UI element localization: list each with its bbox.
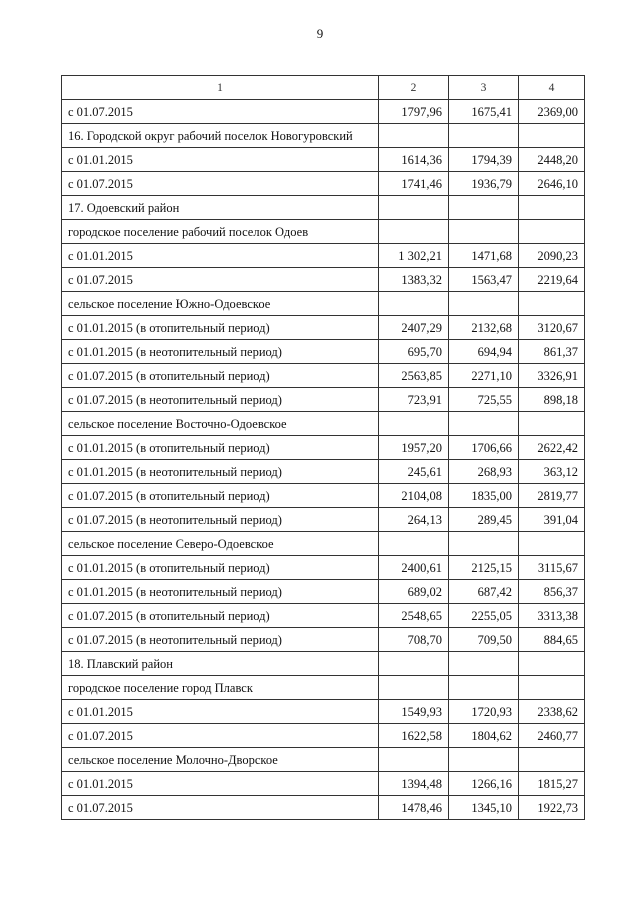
table-row xyxy=(62,460,585,484)
tariff-value-col-4: 861,37 xyxy=(519,340,585,364)
tariff-value-col-2: 2104,08 xyxy=(379,484,449,508)
row-label: с 01.07.2015 xyxy=(62,100,379,124)
tariff-value-col-2 xyxy=(379,748,449,772)
tariff-value-col-3 xyxy=(449,532,519,556)
tariff-value-col-2: 1957,20 xyxy=(379,436,449,460)
row-label: с 01.01.2015 (в отопительный период) xyxy=(62,316,379,340)
table-row xyxy=(62,172,585,196)
tariff-value-col-3 xyxy=(449,676,519,700)
column-header-2: 2 xyxy=(379,76,449,100)
tariff-value-col-3: 725,55 xyxy=(449,388,519,412)
row-label: с 01.07.2015 xyxy=(62,796,379,820)
table-row xyxy=(62,580,585,604)
table-row xyxy=(62,364,585,388)
table-row xyxy=(62,100,585,124)
row-label: с 01.07.2015 xyxy=(62,724,379,748)
tariff-value-col-2 xyxy=(379,532,449,556)
tariff-value-col-2: 245,61 xyxy=(379,460,449,484)
tariff-value-col-4: 1922,73 xyxy=(519,796,585,820)
tariff-value-col-4: 2460,77 xyxy=(519,724,585,748)
tariff-value-col-4: 2819,77 xyxy=(519,484,585,508)
tariff-value-col-3: 1804,62 xyxy=(449,724,519,748)
row-label: городское поселение рабочий поселок Одоев xyxy=(62,220,379,244)
tariff-value-col-2 xyxy=(379,652,449,676)
tariff-value-col-3: 289,45 xyxy=(449,508,519,532)
row-label: с 01.07.2015 (в неотопительный период) xyxy=(62,628,379,652)
tariff-value-col-2: 264,13 xyxy=(379,508,449,532)
tariff-value-col-3 xyxy=(449,220,519,244)
table-row xyxy=(62,124,585,148)
tariff-value-col-3: 1720,93 xyxy=(449,700,519,724)
table-row xyxy=(62,772,585,796)
row-label: сельское поселение Восточно-Одоевское xyxy=(62,412,379,436)
tariff-value-col-4: 363,12 xyxy=(519,460,585,484)
tariff-value-col-2 xyxy=(379,124,449,148)
tariff-value-col-4 xyxy=(519,652,585,676)
tariff-value-col-2 xyxy=(379,196,449,220)
tariff-value-col-3 xyxy=(449,292,519,316)
tariff-value-col-2: 2400,61 xyxy=(379,556,449,580)
row-label: сельское поселение Молочно-Дворское xyxy=(62,748,379,772)
row-label: городское поселение город Плавск xyxy=(62,676,379,700)
tariff-value-col-4: 391,04 xyxy=(519,508,585,532)
tariff-value-col-4 xyxy=(519,532,585,556)
table-row xyxy=(62,436,585,460)
tariff-value-col-4: 898,18 xyxy=(519,388,585,412)
tariff-value-col-3 xyxy=(449,124,519,148)
table-row xyxy=(62,796,585,820)
tariff-value-col-3: 1675,41 xyxy=(449,100,519,124)
tariff-value-col-4 xyxy=(519,412,585,436)
tariff-value-col-2: 1741,46 xyxy=(379,172,449,196)
table-row xyxy=(62,412,585,436)
tariff-value-col-2: 2548,65 xyxy=(379,604,449,628)
tariff-value-col-4: 3313,38 xyxy=(519,604,585,628)
table-row xyxy=(62,340,585,364)
tariff-value-col-4: 3115,67 xyxy=(519,556,585,580)
tariff-value-col-4: 856,37 xyxy=(519,580,585,604)
row-label: с 01.01.2015 (в неотопительный период) xyxy=(62,340,379,364)
tariff-value-col-3: 2271,10 xyxy=(449,364,519,388)
row-label: 18. Плавский район xyxy=(62,652,379,676)
row-label: с 01.01.2015 xyxy=(62,244,379,268)
tariff-value-col-3: 2255,05 xyxy=(449,604,519,628)
table-row xyxy=(62,508,585,532)
tariff-value-col-4 xyxy=(519,748,585,772)
tariff-value-col-3: 1563,47 xyxy=(449,268,519,292)
tariff-value-col-4 xyxy=(519,676,585,700)
tariff-value-col-3: 1706,66 xyxy=(449,436,519,460)
tariff-value-col-4: 3120,67 xyxy=(519,316,585,340)
tariff-value-col-4 xyxy=(519,220,585,244)
column-header-3: 3 xyxy=(449,76,519,100)
tariff-value-col-3: 1345,10 xyxy=(449,796,519,820)
row-label: с 01.01.2015 (в отопительный период) xyxy=(62,556,379,580)
tariff-value-col-4: 2219,64 xyxy=(519,268,585,292)
row-label: 17. Одоевский район xyxy=(62,196,379,220)
tariff-value-col-3: 1835,00 xyxy=(449,484,519,508)
tariff-value-col-2: 708,70 xyxy=(379,628,449,652)
tariff-value-col-2: 1622,58 xyxy=(379,724,449,748)
table-row xyxy=(62,268,585,292)
tariff-value-col-3 xyxy=(449,412,519,436)
tariff-value-col-2: 1549,93 xyxy=(379,700,449,724)
row-label: с 01.01.2015 (в неотопительный период) xyxy=(62,580,379,604)
tariff-value-col-3: 687,42 xyxy=(449,580,519,604)
tariff-value-col-4 xyxy=(519,292,585,316)
tariff-value-col-3: 2132,68 xyxy=(449,316,519,340)
tariff-value-col-2: 1614,36 xyxy=(379,148,449,172)
tariff-value-col-2: 1797,96 xyxy=(379,100,449,124)
table-row xyxy=(62,556,585,580)
table-row xyxy=(62,748,585,772)
tariff-value-col-2: 1 302,21 xyxy=(379,244,449,268)
tariff-value-col-2: 2563,85 xyxy=(379,364,449,388)
table-row xyxy=(62,532,585,556)
table-row xyxy=(62,196,585,220)
tariff-value-col-3: 1936,79 xyxy=(449,172,519,196)
row-label: с 01.01.2015 xyxy=(62,772,379,796)
tariff-table xyxy=(61,75,585,820)
row-label: с 01.07.2015 xyxy=(62,268,379,292)
row-label: с 01.01.2015 (в неотопительный период) xyxy=(62,460,379,484)
table-row xyxy=(62,244,585,268)
table-row xyxy=(62,724,585,748)
tariff-value-col-2 xyxy=(379,292,449,316)
tariff-value-col-3: 268,93 xyxy=(449,460,519,484)
tariff-value-col-2: 2407,29 xyxy=(379,316,449,340)
table-row xyxy=(62,316,585,340)
row-label: с 01.07.2015 xyxy=(62,172,379,196)
tariff-value-col-2: 1478,46 xyxy=(379,796,449,820)
tariff-value-col-3: 709,50 xyxy=(449,628,519,652)
tariff-value-col-2: 1394,48 xyxy=(379,772,449,796)
tariff-value-col-4: 2369,00 xyxy=(519,100,585,124)
table-row xyxy=(62,388,585,412)
tariff-value-col-3: 2125,15 xyxy=(449,556,519,580)
tariff-value-col-3: 1471,68 xyxy=(449,244,519,268)
row-label: с 01.07.2015 (в отопительный период) xyxy=(62,364,379,388)
table-row xyxy=(62,484,585,508)
tariff-value-col-2 xyxy=(379,220,449,244)
table-row xyxy=(62,652,585,676)
row-label: сельское поселение Северо-Одоевское xyxy=(62,532,379,556)
tariff-value-col-4: 2090,23 xyxy=(519,244,585,268)
tariff-value-col-2: 695,70 xyxy=(379,340,449,364)
row-label: с 01.01.2015 xyxy=(62,700,379,724)
row-label: с 01.01.2015 xyxy=(62,148,379,172)
page-number: 9 xyxy=(316,26,324,41)
tariff-value-col-2 xyxy=(379,676,449,700)
tariff-value-col-2 xyxy=(379,412,449,436)
table-row xyxy=(62,676,585,700)
tariff-value-col-3 xyxy=(449,748,519,772)
tariff-value-col-3: 1794,39 xyxy=(449,148,519,172)
table-row xyxy=(62,700,585,724)
row-label: с 01.07.2015 (в отопительный период) xyxy=(62,604,379,628)
row-label: с 01.07.2015 (в отопительный период) xyxy=(62,484,379,508)
tariff-value-col-4: 2646,10 xyxy=(519,172,585,196)
tariff-value-col-2: 723,91 xyxy=(379,388,449,412)
row-label: 16. Городской округ рабочий поселок Новогуровский xyxy=(62,124,379,148)
row-label: с 01.01.2015 (в отопительный период) xyxy=(62,436,379,460)
tariff-value-col-3 xyxy=(449,652,519,676)
tariff-value-col-4 xyxy=(519,196,585,220)
table-row xyxy=(62,292,585,316)
tariff-value-col-4: 2622,42 xyxy=(519,436,585,460)
row-label: с 01.07.2015 (в неотопительный период) xyxy=(62,508,379,532)
tariff-value-col-2: 689,02 xyxy=(379,580,449,604)
table-row xyxy=(62,148,585,172)
tariff-value-col-4: 2338,62 xyxy=(519,700,585,724)
tariff-table-body xyxy=(62,76,585,820)
tariff-value-col-3: 694,94 xyxy=(449,340,519,364)
column-number-row xyxy=(62,76,585,100)
table-row xyxy=(62,220,585,244)
tariff-value-col-3 xyxy=(449,196,519,220)
tariff-value-col-4: 884,65 xyxy=(519,628,585,652)
row-label: с 01.07.2015 (в неотопительный период) xyxy=(62,388,379,412)
tariff-value-col-4: 3326,91 xyxy=(519,364,585,388)
tariff-value-col-4: 2448,20 xyxy=(519,148,585,172)
column-header-1: 1 xyxy=(62,76,379,100)
tariff-value-col-4 xyxy=(519,124,585,148)
tariff-value-col-4: 1815,27 xyxy=(519,772,585,796)
table-row xyxy=(62,604,585,628)
tariff-value-col-2: 1383,32 xyxy=(379,268,449,292)
column-header-4: 4 xyxy=(519,76,585,100)
row-label: сельское поселение Южно-Одоевское xyxy=(62,292,379,316)
tariff-value-col-3: 1266,16 xyxy=(449,772,519,796)
table-row xyxy=(62,628,585,652)
